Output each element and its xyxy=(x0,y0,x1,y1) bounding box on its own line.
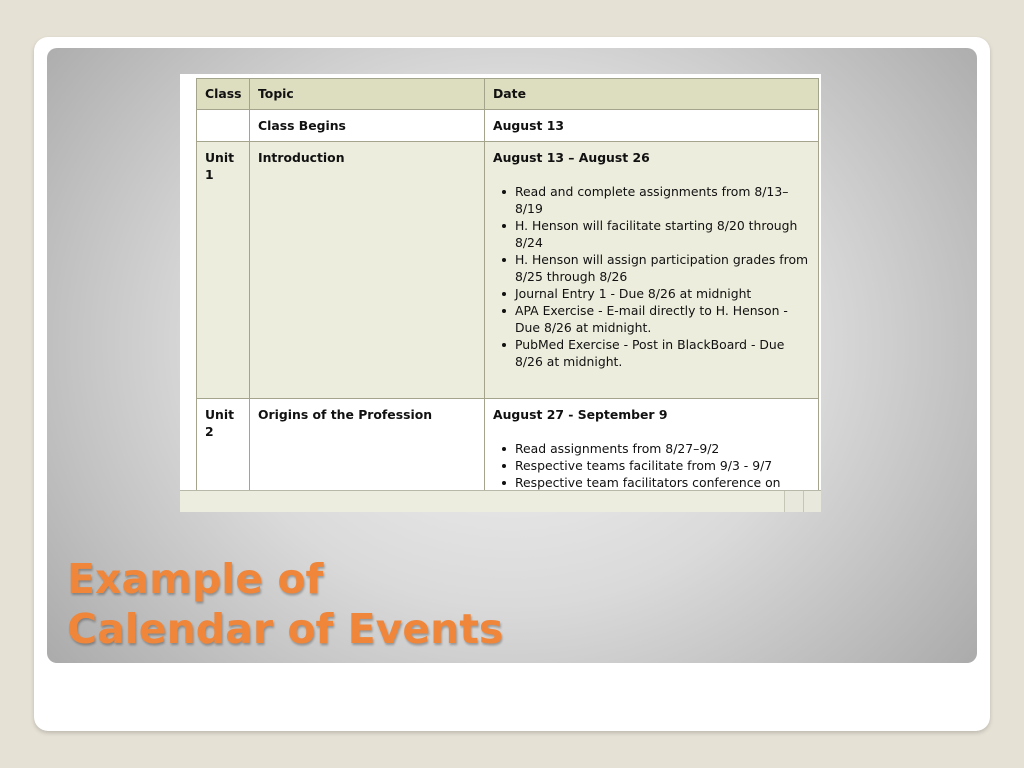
table-header-row xyxy=(197,79,819,110)
scrollbar-corner xyxy=(784,491,821,512)
slide-title-line-1: Example of xyxy=(67,555,324,603)
table-row xyxy=(197,110,819,142)
table-row xyxy=(197,399,819,491)
row-date: August 13 xyxy=(485,110,819,142)
table-viewport xyxy=(180,74,821,490)
list-item: Respective teams facilitate from 9/3 - 9/7 xyxy=(515,457,810,474)
row-topic: Introduction xyxy=(250,142,485,399)
list-item: H. Henson will facilitate starting 8/20 through 8/24 xyxy=(515,217,810,251)
row-date-cell xyxy=(485,399,819,491)
row-class xyxy=(197,110,250,142)
list-item: Read assignments from 8/27–9/2 xyxy=(515,440,810,457)
horizontal-scrollbar[interactable] xyxy=(180,490,821,512)
header-date: Date xyxy=(485,79,819,110)
row-class: Unit 1 xyxy=(197,142,250,399)
table-row xyxy=(197,142,819,399)
slide-content-panel xyxy=(47,48,977,663)
task-list xyxy=(493,183,810,370)
calendar-table xyxy=(196,78,819,490)
list-item: Read and complete assignments from 8/13– 8/19 xyxy=(515,183,810,217)
list-item: APA Exercise - E-mail directly to H. Henson - Due 8/26 at midnight. xyxy=(515,302,810,336)
header-class: Class xyxy=(197,79,250,110)
list-item: H. Henson will assign participation grades from 8/25 through 8/26 xyxy=(515,252,809,284)
slide-frame xyxy=(34,37,990,731)
list-item: Journal Entry 1 - Due 8/26 at midnight xyxy=(515,285,810,302)
calendar-table-screenshot xyxy=(180,74,821,512)
row-date-cell xyxy=(485,142,819,399)
row-date: August 13 – August 26 xyxy=(493,150,650,165)
task-list xyxy=(493,440,810,490)
slide-title-line-2: Calendar of Events xyxy=(67,605,504,653)
row-class: Unit 2 xyxy=(197,399,250,491)
list-item: PubMed Exercise - Post in BlackBoard - Due 8/26 at midnight. xyxy=(515,336,810,370)
row-date: August 27 - September 9 xyxy=(493,407,668,422)
slide-title xyxy=(67,554,503,654)
row-topic: Origins of the Profession xyxy=(250,399,485,491)
header-topic: Topic xyxy=(250,79,485,110)
list-item: Respective team facilitators conference on xyxy=(515,474,810,490)
row-topic: Class Begins xyxy=(250,110,485,142)
